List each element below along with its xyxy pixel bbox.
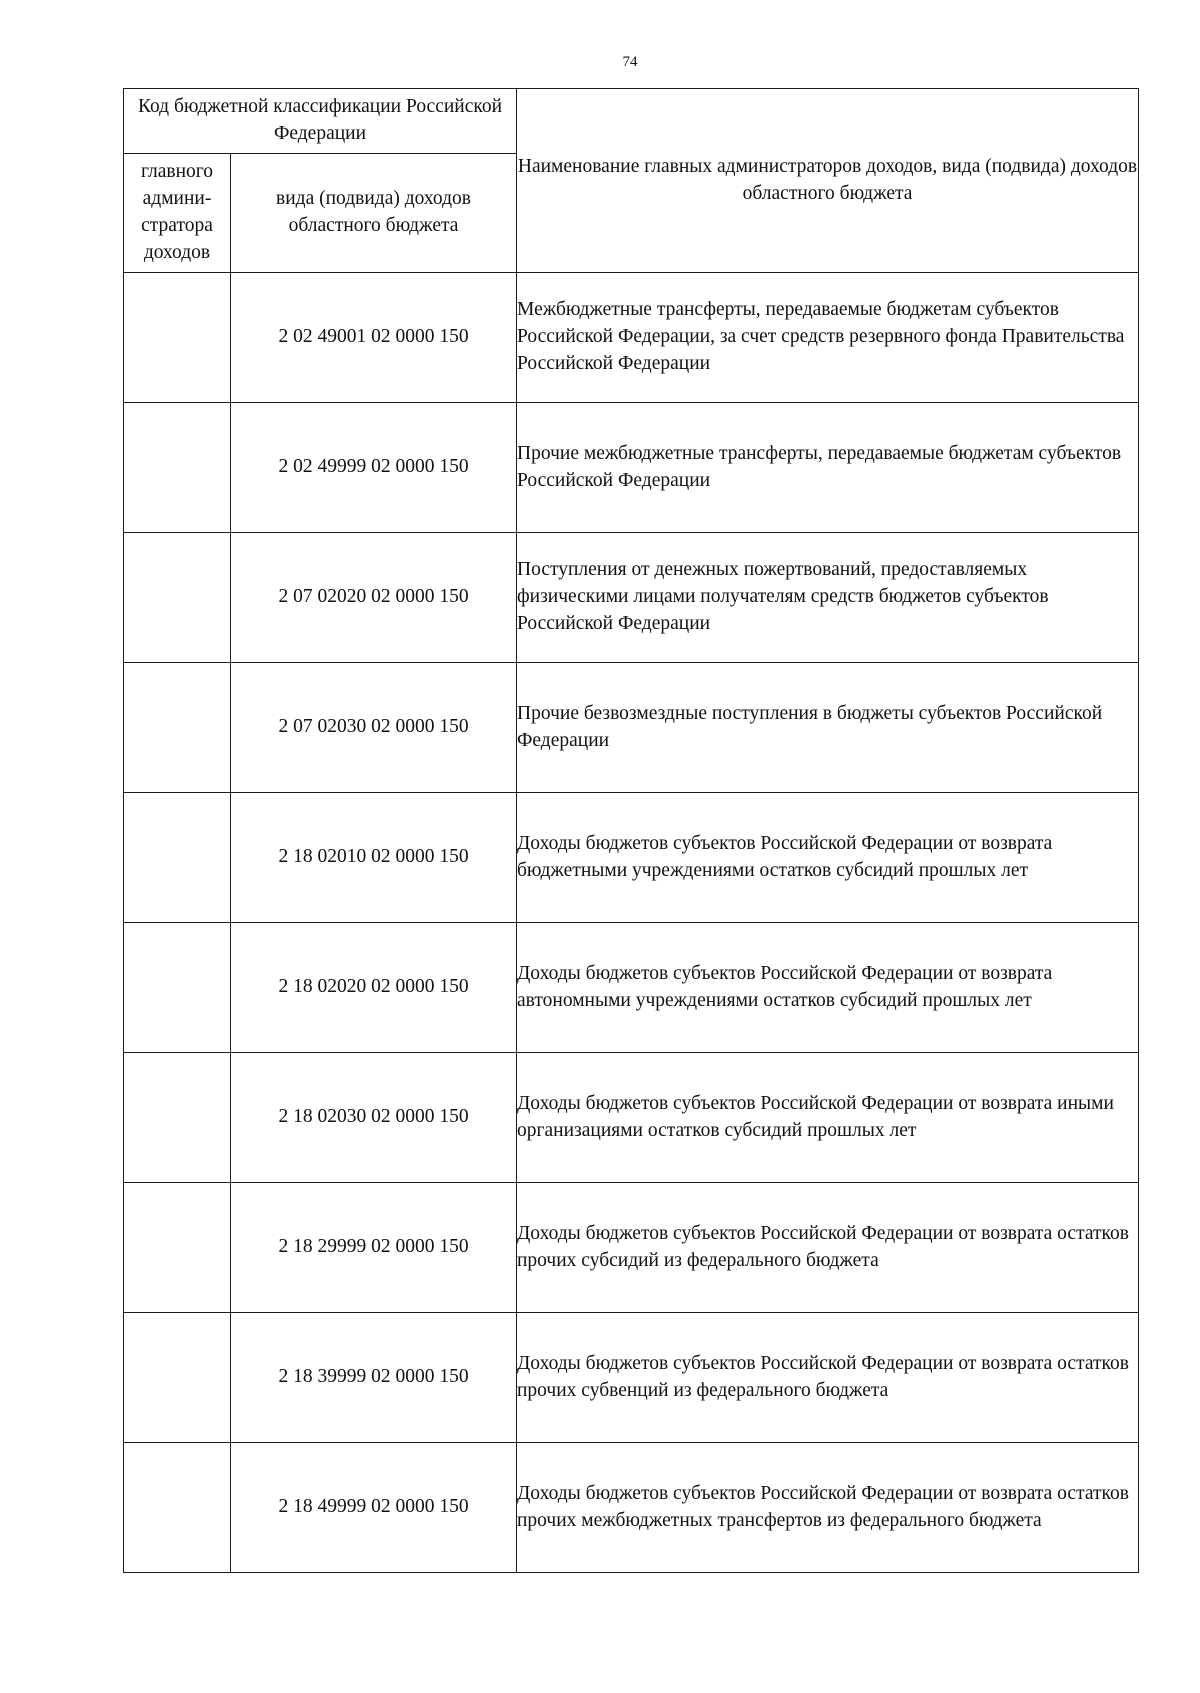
table-row	[124, 1183, 1139, 1313]
table-row	[124, 403, 1139, 533]
revenue-code-cell: 2 18 29999 02 0000 150	[231, 1183, 517, 1313]
revenue-name-cell: Прочие межбюджетные трансферты, передаваемые бюджетам субъектов Российской Федерации	[517, 403, 1139, 533]
table-body	[124, 273, 1139, 1573]
header-revenue-type: вида (подвида) доходов областного бюджета	[231, 154, 517, 273]
admin-code-cell	[124, 923, 231, 1053]
revenue-code-cell: 2 18 39999 02 0000 150	[231, 1313, 517, 1443]
revenue-code-cell: 2 18 02030 02 0000 150	[231, 1053, 517, 1183]
budget-classification-table	[123, 88, 1139, 1573]
revenue-name-cell: Доходы бюджетов субъектов Российской Федерации от возврата иными организациями остатков субсидий прошлых лет	[517, 1053, 1139, 1183]
revenue-name-cell: Доходы бюджетов субъектов Российской Федерации от возврата бюджетными учреждениями остатков субсидий прошлых лет	[517, 793, 1139, 923]
admin-code-cell	[124, 273, 231, 403]
header-classification-code: Код бюджетной классификации Российской Федерации	[124, 89, 517, 154]
revenue-name-cell: Доходы бюджетов субъектов Российской Федерации от возврата остатков прочих субвенций из федерального бюджета	[517, 1313, 1139, 1443]
revenue-code-cell: 2 02 49999 02 0000 150	[231, 403, 517, 533]
admin-code-cell	[124, 403, 231, 533]
table-row	[124, 923, 1139, 1053]
admin-code-cell	[124, 533, 231, 663]
admin-code-cell	[124, 1183, 231, 1313]
admin-code-cell	[124, 1313, 231, 1443]
table-row	[124, 533, 1139, 663]
header-main-administrator: главного админи-стратора доходов	[124, 154, 231, 273]
table-row	[124, 793, 1139, 923]
table-row	[124, 663, 1139, 793]
revenue-name-cell: Доходы бюджетов субъектов Российской Федерации от возврата остатков прочих субсидий из федерального бюджета	[517, 1183, 1139, 1313]
table-row	[124, 1053, 1139, 1183]
admin-code-cell	[124, 1053, 231, 1183]
revenue-code-cell: 2 18 02020 02 0000 150	[231, 923, 517, 1053]
header-administrator-name: Наименование главных администраторов доходов, вида (подвида) доходов областного бюджета	[517, 89, 1139, 273]
admin-code-cell	[124, 1443, 231, 1573]
page-number: 74	[622, 54, 638, 70]
revenue-code-cell: 2 02 49001 02 0000 150	[231, 273, 517, 403]
revenue-code-cell: 2 07 02030 02 0000 150	[231, 663, 517, 793]
admin-code-cell	[124, 793, 231, 923]
revenue-name-cell: Доходы бюджетов субъектов Российской Федерации от возврата автономными учреждениями остатков субсидий прошлых лет	[517, 923, 1139, 1053]
revenue-code-cell: 2 18 49999 02 0000 150	[231, 1443, 517, 1573]
revenue-code-cell: 2 07 02020 02 0000 150	[231, 533, 517, 663]
revenue-name-cell: Поступления от денежных пожертвований, предоставляемых физическими лицами получателям средств бюджетов субъектов Российской Федерации	[517, 533, 1139, 663]
admin-code-cell	[124, 663, 231, 793]
revenue-code-cell: 2 18 02010 02 0000 150	[231, 793, 517, 923]
table-row	[124, 1313, 1139, 1443]
table-row	[124, 273, 1139, 403]
revenue-name-cell: Межбюджетные трансферты, передаваемые бюджетам субъектов Российской Федерации, за счет средств резервного фонда Правительства Российской Федерации	[517, 273, 1139, 403]
table-row	[124, 1443, 1139, 1573]
revenue-name-cell: Прочие безвозмездные поступления в бюджеты субъектов Российской Федерации	[517, 663, 1139, 793]
revenue-name-cell: Доходы бюджетов субъектов Российской Федерации от возврата остатков прочих межбюджетных трансфертов из федерального бюджета	[517, 1443, 1139, 1573]
